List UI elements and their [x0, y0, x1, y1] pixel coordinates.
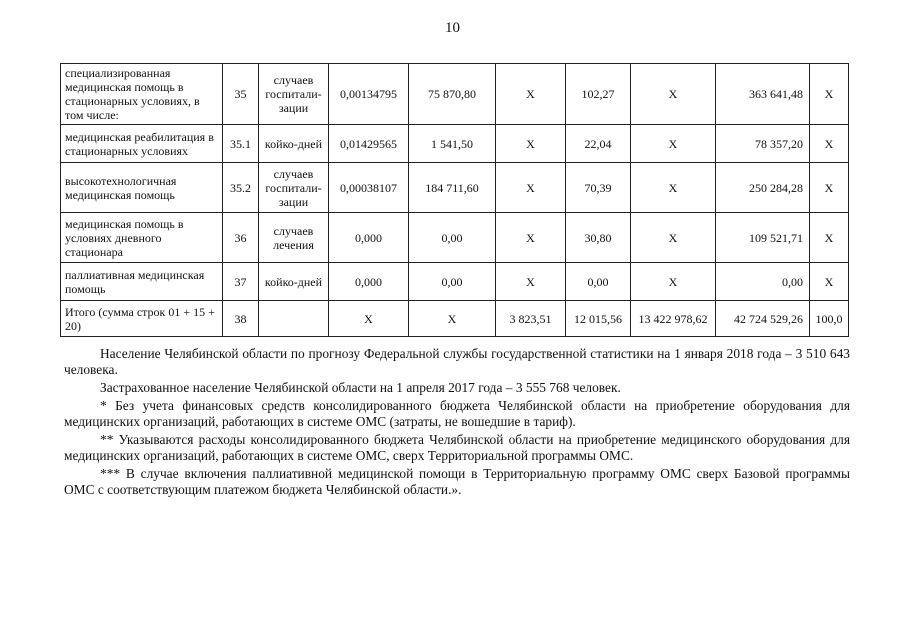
row-c9: X [810, 213, 849, 263]
row-norm: 0,000 [329, 263, 409, 301]
row-norm: X [329, 301, 409, 337]
financing-table [60, 63, 849, 337]
population-note: Население Челябинской области по прогнозу Федеральной службы государственной статистики на 1 января 2018 года – 3 510 643 человека. [64, 346, 850, 377]
row-unit: койко-дней [259, 263, 329, 301]
footnotes [64, 346, 850, 500]
row-cost: 184 711,60 [409, 163, 496, 213]
page-number: 10 [445, 20, 460, 36]
row-name: высокотехнологичная медицинская помощь [61, 163, 223, 213]
row-c8: 78 357,20 [716, 125, 810, 163]
table-row [61, 163, 849, 213]
row-name: паллиативная медицинская помощь [61, 263, 223, 301]
row-code: 35.2 [223, 163, 259, 213]
row-c6: 0,00 [566, 263, 631, 301]
row-cost: X [409, 301, 496, 337]
row-name: Итого (сумма строк 01 + 15 + 20) [61, 301, 223, 337]
row-c8: 109 521,71 [716, 213, 810, 263]
row-c7: 13 422 978,62 [631, 301, 716, 337]
row-name: медицинская реабилитация в стационарных условиях [61, 125, 223, 163]
row-c5: X [496, 263, 566, 301]
row-c8: 363 641,48 [716, 64, 810, 125]
row-c6: 22,04 [566, 125, 631, 163]
row-c5: X [496, 64, 566, 125]
row-norm: 0,00134795 [329, 64, 409, 125]
row-name: специализированная медицинская помощь в стационарных условиях, в том числе: [61, 64, 223, 125]
row-cost: 0,00 [409, 263, 496, 301]
row-cost: 1 541,50 [409, 125, 496, 163]
row-c8: 42 724 529,26 [716, 301, 810, 337]
row-c9: X [810, 64, 849, 125]
row-c6: 30,80 [566, 213, 631, 263]
row-c5: X [496, 163, 566, 213]
row-c6: 102,27 [566, 64, 631, 125]
row-c7: X [631, 163, 716, 213]
row-name: медицинская помощь в условиях дневного стационара [61, 213, 223, 263]
row-c7: X [631, 213, 716, 263]
table-row [61, 125, 849, 163]
row-code: 37 [223, 263, 259, 301]
row-c9: 100,0 [810, 301, 849, 337]
row-cost: 75 870,80 [409, 64, 496, 125]
row-c6: 12 015,56 [566, 301, 631, 337]
footnote-1: * Без учета финансовых средств консолидированного бюджета Челябинской области на приобретение оборудования для медицинских организаций, работающих в системе ОМС (затраты, не вошедшие в тариф). [64, 398, 850, 429]
row-c9: X [810, 263, 849, 301]
row-c5: X [496, 125, 566, 163]
footnote-2: ** Указываются расходы консолидированного бюджета Челябинской области на приобретение медицинского оборудования для медицинских организаций, работающих в системе ОМС, сверх Территориальной программы ОМС. [64, 432, 850, 463]
row-code: 38 [223, 301, 259, 337]
row-code: 35.1 [223, 125, 259, 163]
row-norm: 0,00038107 [329, 163, 409, 213]
row-c8: 250 284,28 [716, 163, 810, 213]
table-row [61, 213, 849, 263]
row-c7: X [631, 125, 716, 163]
row-unit: случаев лечения [259, 213, 329, 263]
row-norm: 0,000 [329, 213, 409, 263]
table-row [61, 263, 849, 301]
row-unit [259, 301, 329, 337]
row-c6: 70,39 [566, 163, 631, 213]
table-row-total [61, 301, 849, 337]
row-c9: X [810, 163, 849, 213]
insured-population-note: Застрахованное население Челябинской области на 1 апреля 2017 года – 3 555 768 человек. [100, 380, 621, 395]
footnote-3: *** В случае включения паллиативной медицинской помощи в Территориальную программу ОМС сверх Базовой программы ОМС с соответствующим платежом бюджета Челябинской области.». [64, 466, 850, 497]
row-c5: 3 823,51 [496, 301, 566, 337]
row-unit: случаев госпитали-зации [259, 64, 329, 125]
table-row [61, 64, 849, 125]
row-norm: 0,01429565 [329, 125, 409, 163]
row-c9: X [810, 125, 849, 163]
row-c7: X [631, 263, 716, 301]
row-unit: случаев госпитали-зации [259, 163, 329, 213]
row-code: 35 [223, 64, 259, 125]
row-cost: 0,00 [409, 213, 496, 263]
row-unit: койко-дней [259, 125, 329, 163]
row-c5: X [496, 213, 566, 263]
row-code: 36 [223, 213, 259, 263]
row-c7: X [631, 64, 716, 125]
row-c8: 0,00 [716, 263, 810, 301]
